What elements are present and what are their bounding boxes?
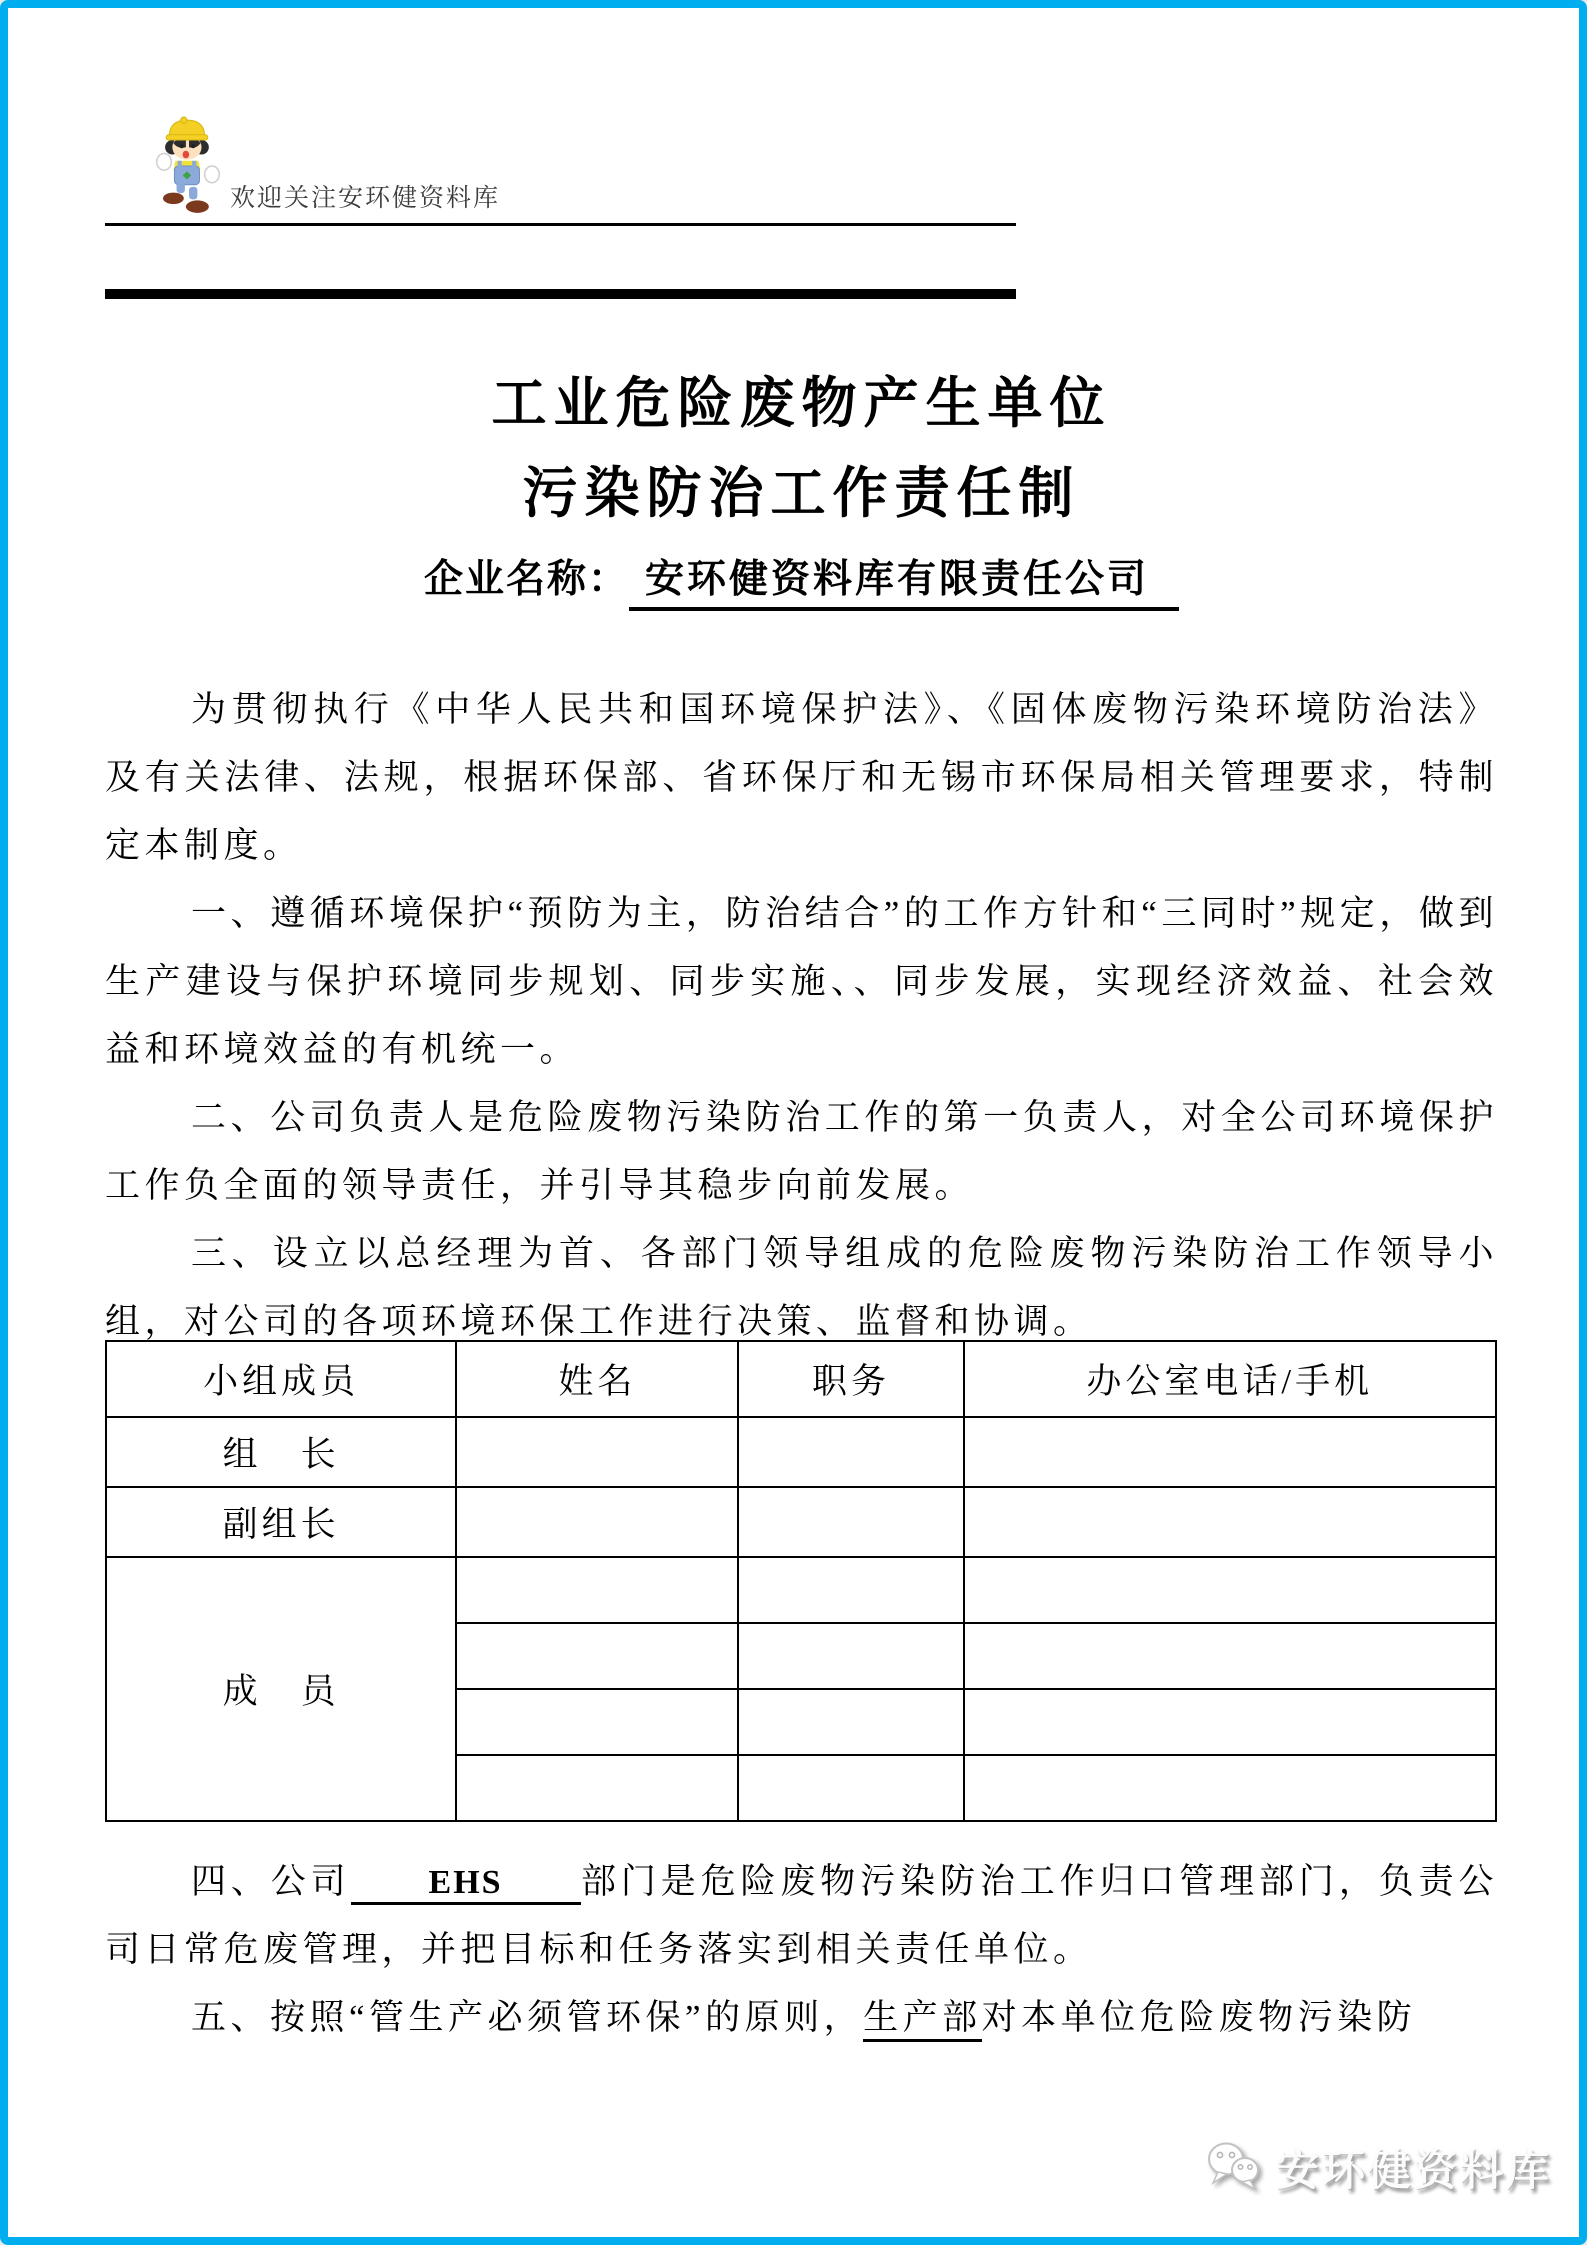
empty-cell — [964, 1417, 1496, 1487]
empty-cell — [738, 1623, 963, 1689]
empty-cell — [456, 1557, 738, 1623]
header-name: 姓名 — [456, 1341, 738, 1417]
empty-cell — [964, 1755, 1496, 1821]
safety-worker-mascot-icon — [154, 116, 222, 216]
header-rule-thin — [105, 223, 1016, 226]
title-line2: 污染防治工作责任制 — [522, 462, 1081, 524]
paragraph-item2: 二、公司负责人是危险废物污染防治工作的第一负责人，对全公司环境保护工作负全面的领导责任，并引导其稳步向前发展。 — [105, 1098, 1498, 1205]
document-body — [105, 676, 1498, 1356]
header-rule-thick — [105, 289, 1016, 299]
production-dept-underlined: 生产部 — [863, 1998, 982, 2042]
header-caption: 欢迎关注安环健资料库 — [230, 185, 501, 212]
paragraph-item3: 三、设立以总经理为首、各部门领导组成的危险废物污染防治工作领导小组，对公司的各项环境环保工作进行决策、监督和协调。 — [105, 1234, 1498, 1341]
wechat-icon — [1204, 2136, 1264, 2198]
empty-cell — [964, 1689, 1496, 1755]
empty-cell — [738, 1557, 963, 1623]
header-phone: 办公室电话/手机 — [964, 1341, 1496, 1417]
empty-cell — [738, 1487, 963, 1557]
row-label-leader: 组 长 — [106, 1417, 456, 1487]
empty-cell — [456, 1417, 738, 1487]
item4-prefix: 四、公司 — [191, 1862, 351, 1901]
empty-cell — [738, 1417, 963, 1487]
footer-brand-text: 安环健资料库 — [1276, 2146, 1552, 2195]
empty-cell — [964, 1557, 1496, 1623]
company-label: 企业名称： — [423, 558, 629, 601]
company-name-line — [105, 548, 1498, 604]
document-body-after-table — [105, 1848, 1498, 2052]
empty-cell — [456, 1487, 738, 1557]
document-title — [105, 358, 1498, 538]
empty-cell — [964, 1623, 1496, 1689]
header-group-member: 小组成员 — [106, 1341, 456, 1417]
table-row-deputy — [106, 1487, 1496, 1557]
item4-suffix: 部门是危险废物污染防治工作归口管理部门，负责公司日常危废管理，并把目标和任务落实到相关责任单位。 — [105, 1862, 1498, 1969]
empty-cell — [456, 1623, 738, 1689]
paragraph-item1: 一、遵循环境保护“预防为主，防治结合”的工作方针和“三同时”规定，做到生产建设与保护环境同步规划、同步实施、、同步发展，实现经济效益、社会效益和环境效益的有机统一。 — [105, 894, 1498, 1069]
empty-cell — [456, 1689, 738, 1755]
leadership-table-wrap — [105, 1340, 1497, 1822]
ehs-department-blank: EHS — [351, 1863, 581, 1905]
paragraph-item4 — [105, 1848, 1498, 1984]
table-header-row — [106, 1341, 1496, 1417]
empty-cell — [738, 1689, 963, 1755]
empty-cell — [456, 1755, 738, 1821]
item5-suffix: 对本单位危险废物污染防 — [981, 1998, 1417, 2037]
title-line1: 工业危险废物产生单位 — [491, 372, 1112, 434]
item5-prefix: 五、按照“管生产必须管环保”的原则， — [191, 1998, 864, 2037]
paragraph-intro: 为贯彻执行《中华人民共和国环境保护法》、《固体废物污染环境防治法》及有关法律、法规，根据环保部、省环保厅和无锡市环保局相关管理要求，特制定本制度。 — [105, 690, 1498, 865]
row-label-members: 成 员 — [106, 1557, 456, 1821]
leadership-table — [105, 1340, 1497, 1822]
header-position: 职务 — [738, 1341, 963, 1417]
row-label-deputy: 副组长 — [106, 1487, 456, 1557]
footer-brand-block — [1204, 2136, 1552, 2198]
empty-cell — [738, 1755, 963, 1821]
table-row-leader — [106, 1417, 1496, 1487]
company-name: 安环健资料库有限责任公司 — [629, 558, 1179, 611]
paragraph-item5 — [105, 1984, 1498, 2052]
table-row-member — [106, 1557, 1496, 1623]
empty-cell — [964, 1487, 1496, 1557]
